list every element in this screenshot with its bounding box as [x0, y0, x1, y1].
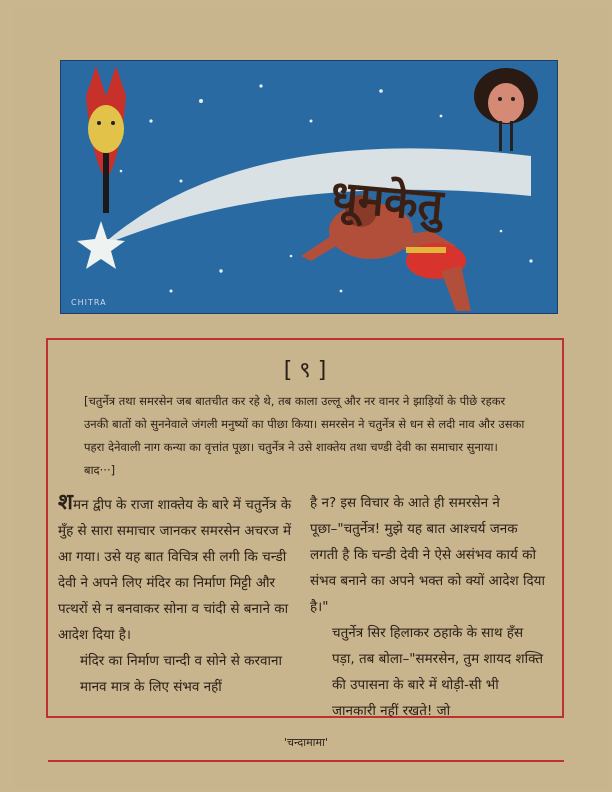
chapter-number: [ ९ ]: [283, 358, 327, 383]
demon-head-icon: [474, 68, 538, 151]
artist-credit: CHITRA: [71, 298, 107, 307]
banner-artwork: [61, 61, 557, 313]
paragraph: चतुर्नेत्र सिर हिलाकर ठहाके के साथ हँस पड़ा, तब बोला–"समरसेन, तुम शायद शक्ति की उपासना के बारे में थोड़ी-सी भी जानकारी नहीं रखते! जो: [332, 625, 544, 719]
previous-summary: [चतुर्नेत्र तथा समरसेन जब बातचीत कर रहे थे, तब काला उल्लू और नर वानर ने झाड़ियों के पीछे रहकर उनकी बातों को सुननेवाले जंगली मनुष्यों का पीछा किया। समरसेन ने चतुर्नेत्र से धन से लदी नाव और उसका पहरा देनेवाली नाग कन्या का वृत्तांत पूछा। चतुर्नेत्र ने उसे शाक्तेय तथा चण्डी देवी का समाचार सुनाया। बाद···]: [84, 394, 525, 477]
banner-title: धूमकेतु: [328, 171, 446, 232]
paragraph: [58, 490, 294, 648]
bottom-rule: [48, 760, 564, 762]
demon-face-icon: [86, 66, 126, 213]
paragraph-text: मन द्वीप के राजा शाक्तेय के बारे में चतुर्नेत्र के मुँह से सारा समाचार जानकर समरसेन अचरज में आ गया। उसे यह बात विचित्र सी लगी कि चन्डी देवी ने अपने लिए मंदिर का निर्माण मिट्टी और पत्थरों से न बनवाकर सोना व चांदी से बनाने का आदेश दिया है।: [58, 497, 292, 643]
star-icon: [77, 221, 125, 269]
paragraph: मंदिर का निर्माण चान्दी व सोने से करवाना मानव मात्र के लिए संभव नहीं: [80, 653, 283, 695]
title-banner-illustration: [60, 60, 558, 314]
drop-cap: श: [58, 490, 73, 515]
right-column: [310, 490, 546, 724]
paragraph: है न? इस विचार के आते ही समरसेन ने पूछा–"चतुर्नेत्र! मुझे यह बात आश्चर्य जनक लगती है कि चन्डी देवी ने ऐसे असंभव कार्य को संभव बनाने का अपने भक्त को क्यों आदेश दिया है।": [310, 495, 545, 615]
story-text-box: [46, 338, 564, 718]
magazine-name: 'चन्दामामा': [284, 736, 328, 749]
left-column: [58, 490, 294, 700]
